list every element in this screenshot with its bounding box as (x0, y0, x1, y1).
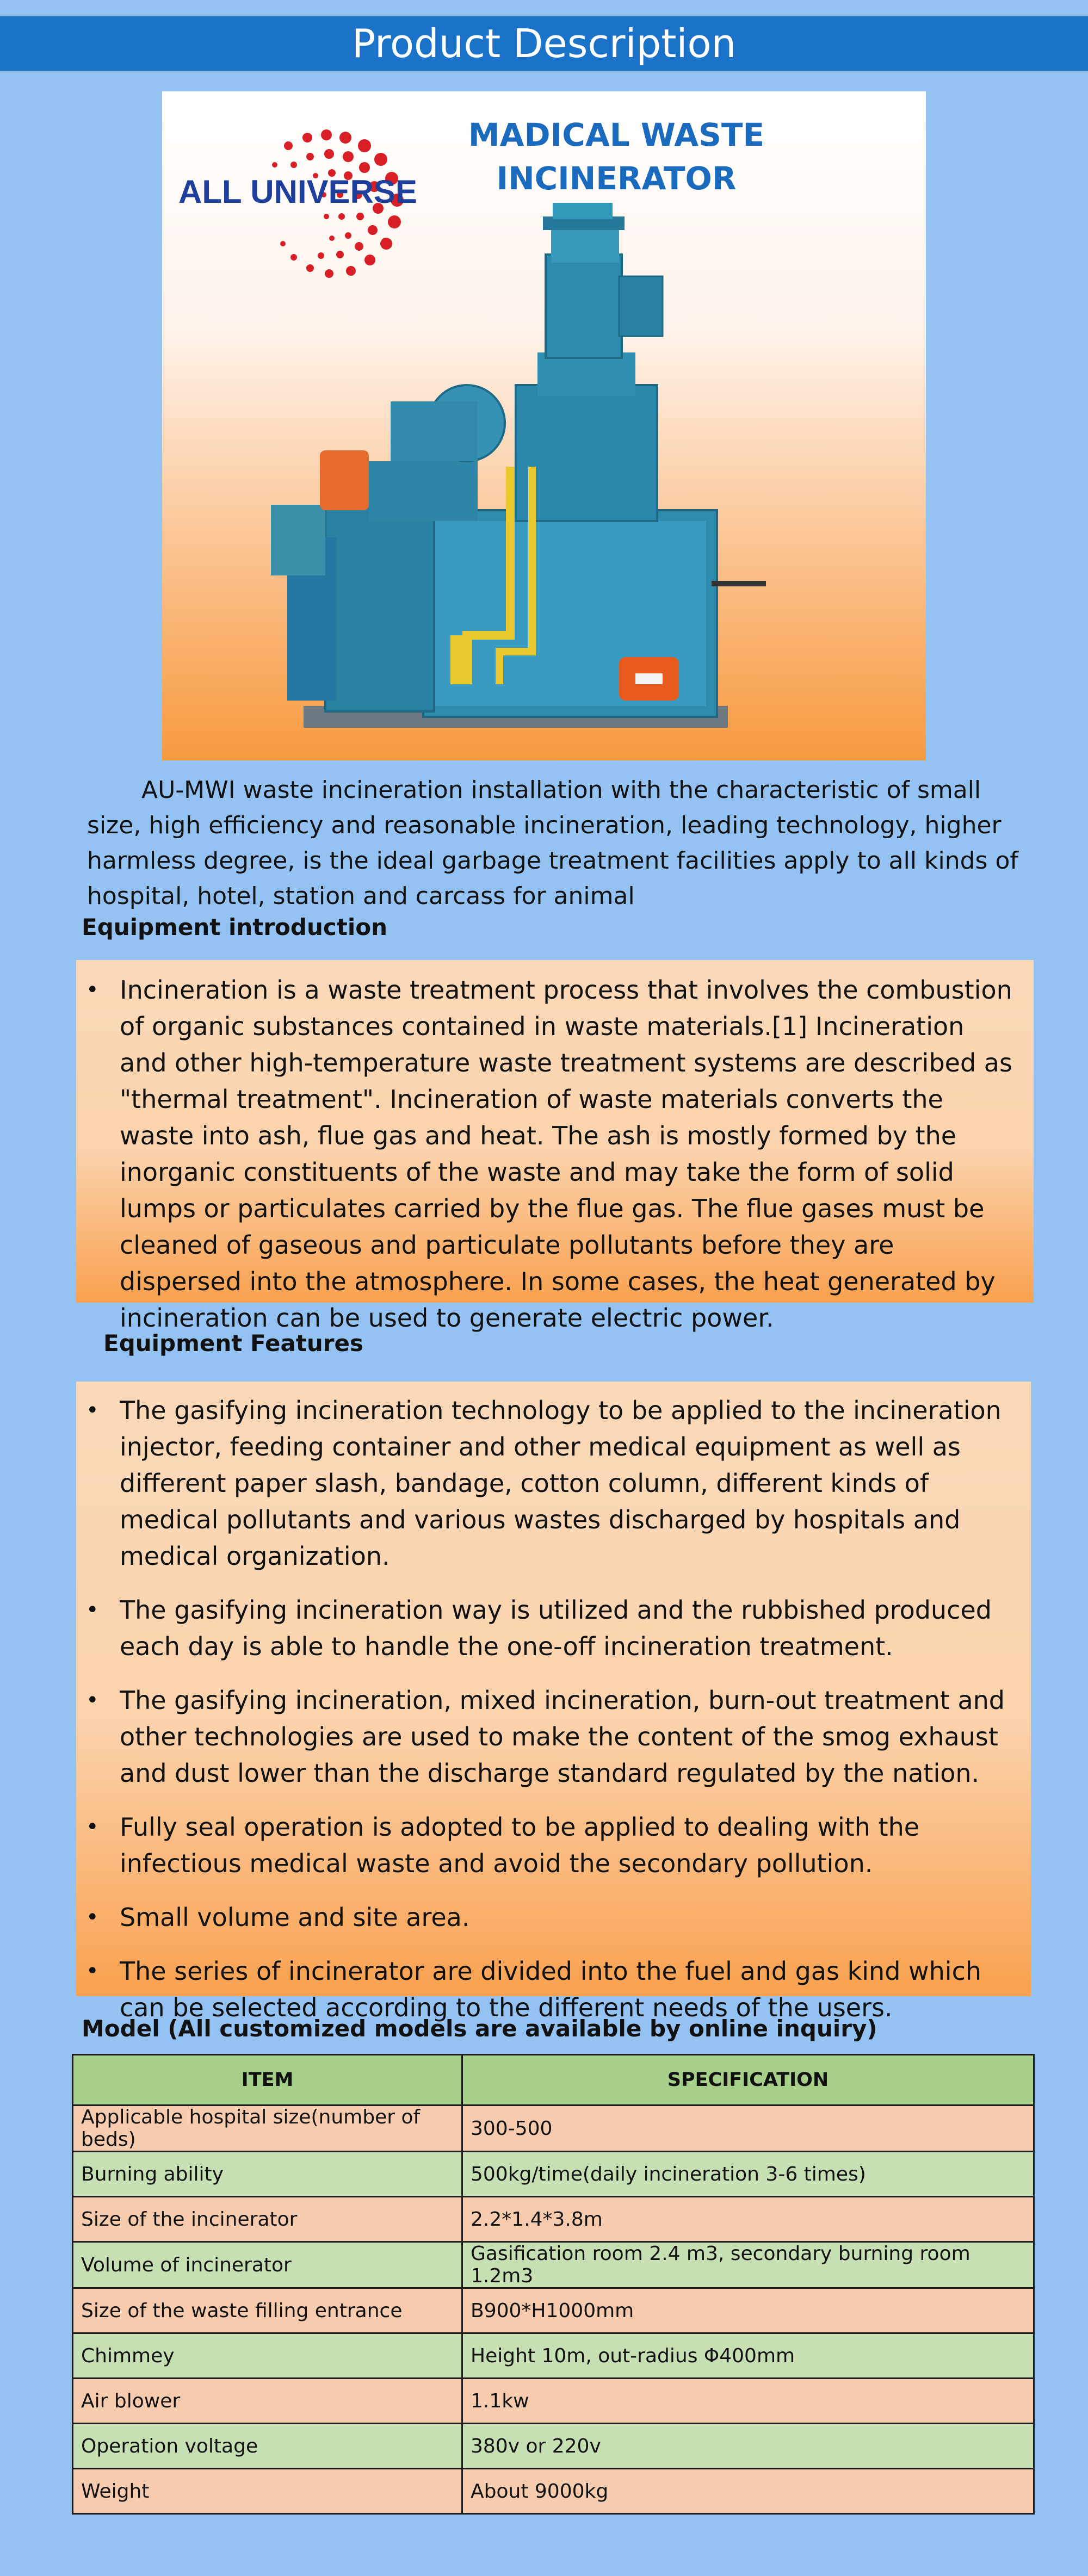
table-cell-spec: 500kg/time(daily incineration 3-6 times) (462, 2152, 1034, 2197)
table-cell-item: Chimmey (73, 2333, 462, 2379)
list-item: • The gasifying incineration, mixed incineration, burn-out treatment and other technologies are used to make the content of the smog exhaust and dust lower than the discharge standard regulated by the nation. (76, 1682, 1009, 1792)
table-cell-spec: 380v or 220v (462, 2424, 1034, 2469)
equipment-features-heading: Equipment Features (103, 1330, 363, 1357)
table-cell-spec: About 9000kg (462, 2469, 1034, 2514)
list-item: • The series of incinerator are divided into the fuel and gas kind which can be selected according to the different needs of the users. (76, 1953, 1009, 2026)
table-row (73, 2424, 1034, 2469)
table-cell-item: Weight (73, 2469, 462, 2514)
table-cell-spec: 1.1kw (462, 2379, 1034, 2424)
table-row (73, 2469, 1034, 2514)
list-item: • The gasifying incineration way is utilized and the rubbished produced each day is able to handle the one-off incineration treatment. (76, 1592, 1009, 1665)
specification-table (72, 2054, 1035, 2515)
page-title: Product Description (0, 16, 1088, 71)
equipment-features-box (76, 1382, 1031, 2022)
hero-title-line1: MADICAL WASTE (468, 116, 765, 153)
product-image (162, 91, 926, 760)
list-item: • Incineration is a waste treatment process that involves the combustion of organic substances contained in waste materials.[1] Incineration and other high-temperature waste treatment systems are described as "thermal treatment". Incineration of waste materials converts the waste into ash, flue gas and heat. The ash is mostly formed by the inorganic constituents of the waste and may take the form of solid lumps or particulates carried by the flue gas. The flue gases must be cleaned of gaseous and particulate pollutants before they are dispersed into the atmosphere. In some cases, the heat generated by incineration can be used to generate electric power. (76, 972, 1017, 1336)
brand-logo-text: ALL UNIVERSE (178, 174, 417, 210)
table-row (73, 2197, 1034, 2242)
hero-title-line2: INCINERATOR (496, 160, 737, 197)
intro-paragraph: AU-MWI waste incineration installation with the characteristic of small size, high efficiency and reasonable incineration, leading technology, higher harmless degree, is the ideal garbage treatment facilities apply to all kinds of hospital, hotel, station and carcass for animal (87, 776, 1018, 910)
table-cell-item: Volume of incinerator (73, 2242, 462, 2288)
table-row (73, 2288, 1034, 2333)
table-row (73, 2106, 1034, 2152)
table-cell-item: Air blower (73, 2379, 462, 2424)
table-cell-spec: B900*H1000mm (462, 2288, 1034, 2333)
table-cell-item: Operation voltage (73, 2424, 462, 2469)
column-header-item: ITEM (73, 2055, 462, 2106)
table-cell-item: Burning ability (73, 2152, 462, 2197)
model-heading: Model (All customized models are available by online inquiry) (82, 2015, 877, 2042)
equipment-introduction-heading: Equipment introduction (82, 914, 387, 940)
table-row (73, 2242, 1034, 2288)
table-cell-item: Size of the incinerator (73, 2197, 462, 2242)
list-item: • Fully seal operation is adopted to be applied to dealing with the infectious medical waste and avoid the secondary pollution. (76, 1809, 1009, 1882)
table-cell-spec: 300-500 (462, 2106, 1034, 2152)
table-cell-spec: 2.2*1.4*3.8m (462, 2197, 1034, 2242)
hero-title (440, 113, 793, 200)
equipment-introduction-box (76, 960, 1034, 1333)
table-row (73, 2152, 1034, 2197)
table-cell-spec: Height 10m, out-radius Φ400mm (462, 2333, 1034, 2379)
table-cell-item: Size of the waste filling entrance (73, 2288, 462, 2333)
table-row (73, 2333, 1034, 2379)
list-item: • Small volume and site area. (76, 1899, 1009, 1936)
table-row (73, 2379, 1034, 2424)
list-item: • The gasifying incineration technology to be applied to the incineration injector, feeding container and other medical equipment as well as different paper slash, bandage, cotton column, different kinds of medical pollutants and various wastes discharged by hospitals and medical organization. (76, 1392, 1009, 1575)
table-cell-spec: Gasification room 2.4 m3, secondary burning room 1.2m3 (462, 2242, 1034, 2288)
column-header-specification: SPECIFICATION (462, 2055, 1034, 2106)
table-cell-item: Applicable hospital size(number of beds) (73, 2106, 462, 2152)
